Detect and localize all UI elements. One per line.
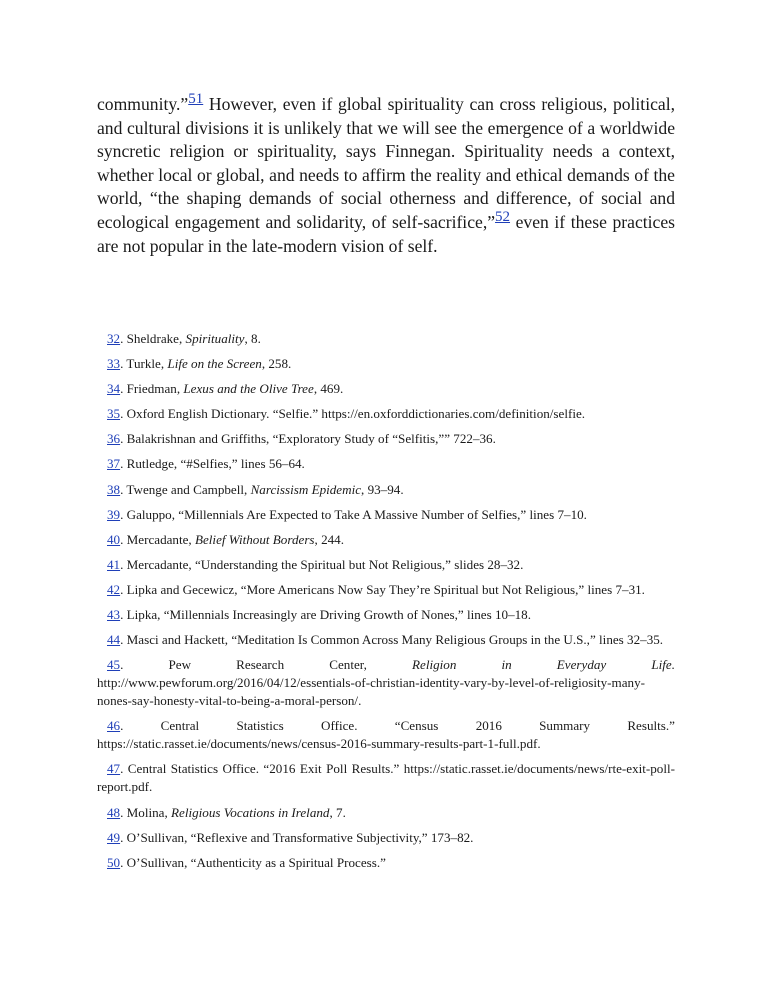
endnote-number-link[interactable]: 37 [107, 456, 121, 472]
endnote-number-link[interactable]: 49 [107, 829, 121, 845]
endnote-number-group [107, 656, 123, 674]
endnote-text: , 258. [261, 356, 292, 372]
endnote-33 [97, 355, 675, 373]
endnote-number-link[interactable]: 41 [107, 556, 121, 572]
endnote-text: . Masci and Hackett, “Meditation Is Common Across Many Religious Groups in the U.S.,” lines 32–35. [120, 632, 664, 648]
endnote-number-link[interactable]: 33 [107, 356, 121, 372]
endnote-word: Center, [329, 657, 367, 673]
endnote-number-link[interactable]: 39 [107, 506, 121, 522]
endnote-47 [97, 760, 675, 796]
endnote-word: Statistics [236, 718, 284, 734]
endnote-text: . Molina, [120, 804, 172, 820]
endnote-49 [97, 829, 675, 847]
endnote-text: , 244. [314, 531, 344, 547]
endnote-text: . Lipka, “Millennials Increasingly are Driving Growth of Nones,” lines 10–18. [120, 607, 531, 623]
endnote-40 [97, 531, 675, 549]
footnote-link[interactable]: 52 [495, 208, 511, 225]
paragraph-text: However, even if global spirituality can cross religious, political, and cultural divisions it is unlikely that we will see the emergence of a worldwide syncretic religion or spirituality, says Finnegan. Spirituality needs a context, whether local or global, and needs to affirm the reality and ethical demands of the world, “the shaping demands of social otherness and difference, of social and ecological engagement and solidarity, of self-sacrifice,” [97, 94, 675, 232]
endnote-title: Narcissism Epidemic [250, 481, 362, 497]
endnote-text: . Rutledge, “#Selfies,” lines 56–64. [120, 456, 305, 472]
endnote-text: , 8. [244, 331, 261, 346]
footnote-ref-52[interactable] [495, 209, 510, 225]
endnote-first-line [97, 717, 675, 735]
endnote-number-link[interactable]: 44 [107, 632, 121, 648]
endnote-text: . O’Sullivan, “Reflexive and Transformative Subjectivity,” 173–82. [120, 829, 474, 845]
endnote-title: Spirituality [185, 331, 245, 346]
endnote-title-word: in [501, 657, 512, 673]
endnote-url: https://static.rasset.ie/documents/news/census-2016-summary-results-part-1-full.pdf. [97, 736, 541, 752]
endnote-text: . Friedman, [120, 381, 184, 397]
endnote-text: . Oxford English Dictionary. “Selfie.” https://en.oxforddictionaries.com/definition/selfie. [120, 406, 586, 422]
endnote-word: Pew [168, 657, 192, 673]
endnote-43 [97, 606, 675, 624]
endnote-word: 2016 [475, 718, 502, 734]
endnote-word: Central [160, 718, 200, 734]
endnote-41 [97, 556, 675, 574]
endnote-45 [97, 656, 675, 710]
endnote-title: Life on the Screen [167, 356, 262, 372]
body-paragraph [97, 93, 675, 258]
endnote-35 [97, 405, 675, 423]
endnote-38 [97, 481, 675, 499]
endnote-number-link[interactable]: 50 [107, 854, 121, 870]
endnote-word: Results.” [627, 718, 675, 734]
endnote-50 [97, 854, 675, 872]
endnote-number-link[interactable]: 45 [107, 657, 121, 673]
endnotes-list [97, 330, 675, 879]
endnote-number-link[interactable]: 40 [107, 531, 121, 547]
endnote-text: . [120, 657, 124, 673]
endnote-text: . Galuppo, “Millennials Are Expected to Take A Massive Number of Selfies,” lines 7–10. [120, 506, 587, 522]
endnote-39 [97, 506, 675, 524]
endnote-text: . Balakrishnan and Griffiths, “Exploratory Study of “Selfitis,”” 722–36. [120, 431, 496, 447]
endnote-title-word: Religion [412, 657, 457, 673]
endnote-37 [97, 455, 675, 473]
footnote-link[interactable]: 51 [188, 91, 204, 107]
endnote-number-group [107, 717, 123, 735]
endnote-word: “Census [394, 718, 439, 734]
endnote-title: Religious Vocations in Ireland [171, 804, 330, 820]
endnote-text: . Turkle, [120, 356, 168, 372]
endnote-text: . Sheldrake, [120, 331, 186, 346]
endnote-text: , 7. [329, 804, 346, 820]
endnote-title: Lexus and the Olive Tree [183, 381, 314, 397]
endnote-first-line [97, 656, 675, 674]
endnote-number-link[interactable]: 36 [107, 431, 121, 447]
paragraph-text: community.” [97, 94, 189, 114]
endnote-number-link[interactable]: 46 [107, 718, 121, 734]
endnote-title: Belief Without Borders [194, 531, 315, 547]
endnote-text: . [120, 718, 124, 734]
endnote-text: . Central Statistics Office. “2016 Exit Poll Results.” https://static.rasset.ie/documents/news/rte-exit-poll-report.pdf. [97, 761, 675, 795]
endnote-text: . O’Sullivan, “Authenticity as a Spiritual Process.” [120, 854, 386, 870]
endnote-word: Office. [321, 718, 358, 734]
endnote-text: , 469. [313, 381, 344, 397]
endnote-number-link[interactable]: 42 [107, 581, 121, 597]
endnote-word: Research [236, 657, 285, 673]
endnote-word: Summary [539, 718, 591, 734]
endnote-32 [97, 330, 675, 348]
endnote-url: http://www.pewforum.org/2016/04/12/essentials-of-christian-identity-vary-by-level-of-religiosity-many-nones-say-honesty-vital-to-being-a-moral-person/. [97, 675, 645, 709]
endnote-title-word: Everyday [556, 657, 607, 673]
endnote-number-link[interactable]: 47 [107, 761, 121, 777]
endnote-text: . Mercadante, “Understanding the Spiritual but Not Religious,” slides 28–32. [120, 556, 524, 572]
endnote-number-link[interactable]: 43 [107, 607, 121, 623]
endnote-46 [97, 717, 675, 753]
endnote-number-link[interactable]: 48 [107, 804, 121, 820]
endnote-text: . Lipka and Gecewicz, “More Americans Now Say They’re Spiritual but Not Religious,” lines 7–31. [120, 581, 645, 597]
endnote-text: . Mercadante, [120, 531, 195, 547]
footnote-ref-51[interactable] [188, 91, 203, 107]
endnote-title-word: Life. [651, 657, 675, 673]
endnote-48 [97, 804, 675, 822]
endnote-36 [97, 430, 675, 448]
endnote-number-link[interactable]: 38 [107, 481, 121, 497]
endnote-text: , 93–94. [361, 481, 404, 497]
endnote-text: . Twenge and Campbell, [120, 481, 251, 497]
endnote-number-link[interactable]: 34 [107, 381, 121, 397]
paragraph-text: even if these practices are not popular in the late-modern vision of self. [97, 211, 675, 256]
endnote-42 [97, 581, 675, 599]
endnote-34 [97, 380, 675, 398]
endnote-44 [97, 631, 675, 649]
endnote-number-link[interactable]: 35 [107, 406, 121, 422]
endnote-number-link[interactable]: 32 [107, 331, 121, 346]
